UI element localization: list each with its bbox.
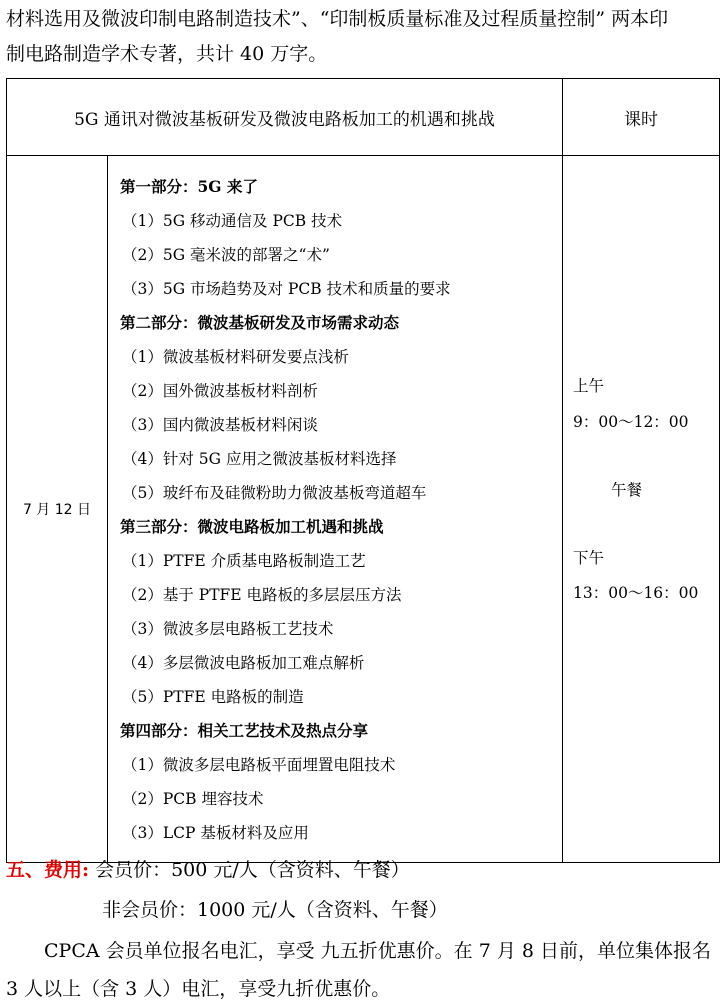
- part-1: [120, 170, 562, 306]
- part-title: 第三部分：微波电路板加工机遇和挑战: [120, 517, 384, 536]
- fees-heading: 五、费用:: [6, 859, 90, 881]
- fees-section: [6, 850, 718, 1008]
- lunch-label: 午餐: [611, 481, 643, 499]
- date-cell: 7 月 12 日: [7, 156, 108, 863]
- list-item: （1）PTFE 介质基电路板制造工艺: [122, 552, 366, 570]
- list-item: （2）基于 PTFE 电路板的多层层压方法: [122, 586, 402, 604]
- intro-line-1: 材料选用及微波印制电路制造技术”、“印制板质量标准及过程质量控制” 两本印: [6, 8, 669, 30]
- list-item: （4）多层微波电路板加工难点解析: [122, 654, 365, 672]
- list-item: （3）国内微波基板材料闲谈: [122, 416, 318, 434]
- table-body-row: [7, 156, 720, 863]
- schedule-table: [6, 78, 720, 863]
- list-item: （1）微波基板材料研发要点浅析: [122, 348, 349, 366]
- list-item: （2）国外微波基板材料剖析: [122, 382, 318, 400]
- list-item: （1）5G 移动通信及 PCB 技术: [122, 212, 343, 230]
- part-2: [120, 306, 562, 510]
- list-item: （3）微波多层电路板工艺技术: [122, 620, 334, 638]
- morning-label: 上午: [573, 377, 605, 395]
- content-cell: [108, 156, 563, 863]
- list-item: （5）玻纤布及硅微粉助力微波基板弯道超车: [122, 484, 427, 502]
- intro-text: [6, 2, 718, 72]
- discount-note: CPCA 会员单位报名电汇，享受 九五折优惠价。在 7 月 8 日前，单位集体报名 3 人以上（含 3 人）电汇，享受九折优惠价。: [6, 940, 711, 1000]
- afternoon-label: 下午: [573, 549, 605, 567]
- list-item: （3）5G 市场趋势及对 PCB 技术和质量的要求: [122, 280, 451, 298]
- morning-time: 9：00～12：00: [573, 413, 689, 431]
- table-header-row: [7, 79, 720, 156]
- intro-line-2: 制电路制造学术专著，共计 40 万字。: [6, 43, 328, 65]
- list-item: （5）PTFE 电路板的制造: [122, 688, 304, 706]
- part-title: 第二部分：微波基板研发及市场需求动态: [120, 313, 400, 332]
- part-title: 第一部分：5G 来了: [120, 177, 258, 196]
- list-item: （4）针对 5G 应用之微波基板材料选择: [122, 450, 397, 468]
- list-item: （2）5G 毫米波的部署之“术”: [122, 246, 330, 264]
- time-cell: [563, 156, 720, 863]
- fees-member-line: [6, 850, 718, 890]
- part-title: 第四部分：相关工艺技术及热点分享: [120, 721, 369, 740]
- part-4: [120, 714, 562, 850]
- header-hours: 课时: [563, 79, 720, 156]
- list-item: （2）PCB 埋容技术: [122, 790, 264, 808]
- member-price: 会员价：500 元/人（含资料、午餐）: [95, 859, 410, 881]
- list-item: （3）LCP 基板材料及应用: [122, 824, 309, 842]
- afternoon-time: 13：00～16：00: [573, 584, 699, 602]
- part-3: [120, 510, 562, 714]
- list-item: （1）微波多层电路板平面埋置电阻技术: [122, 756, 396, 774]
- header-title: 5G 通讯对微波基板研发及微波电路板加工的机遇和挑战: [7, 79, 563, 156]
- non-member-price: 非会员价：1000 元/人（含资料、午餐）: [102, 899, 448, 921]
